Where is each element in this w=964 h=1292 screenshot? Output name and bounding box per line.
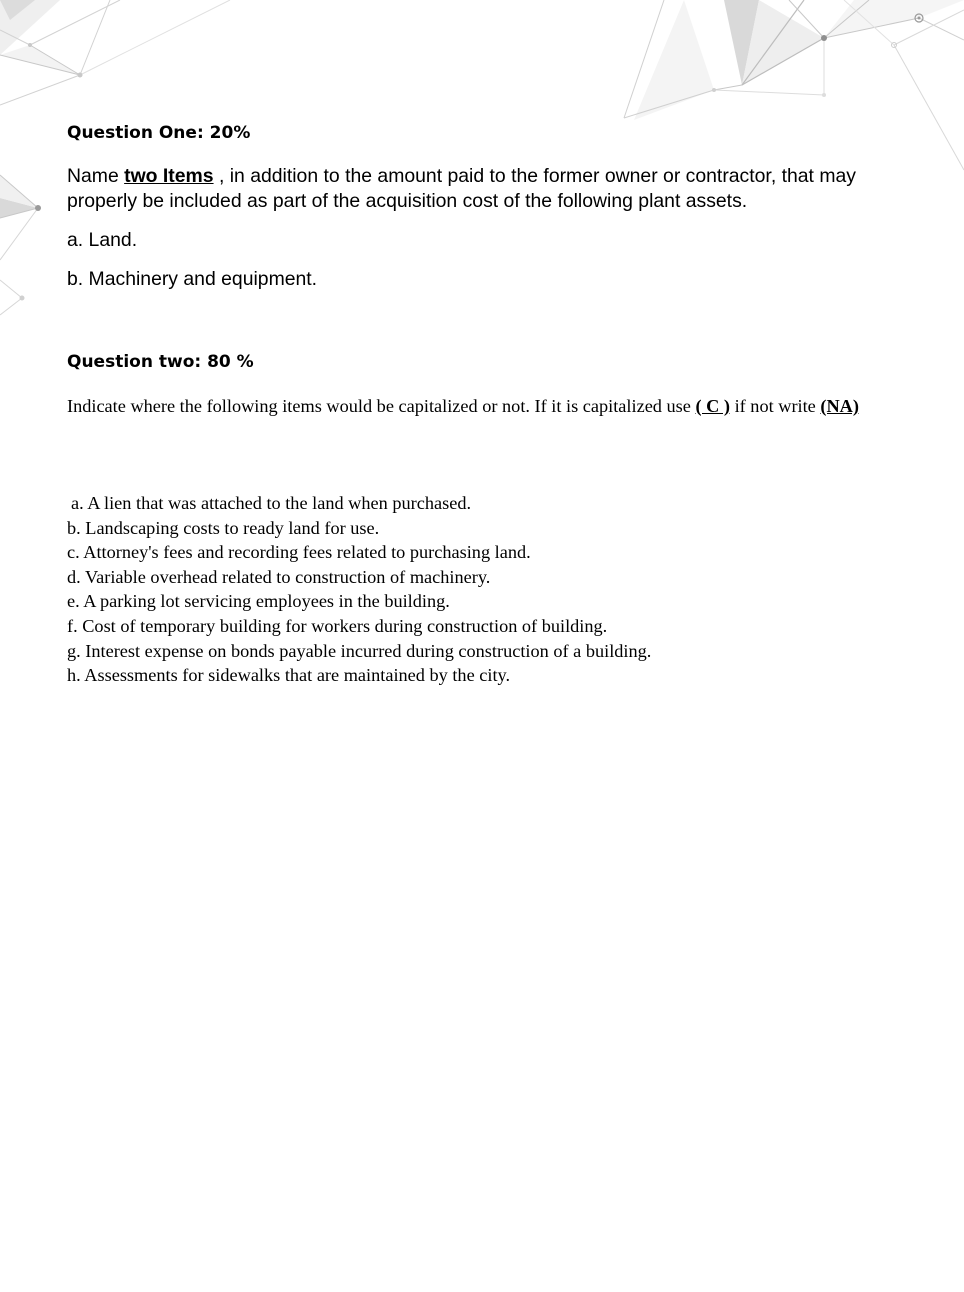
list-item: h. Assessments for sidewalks that are maintained by the city. [67,665,511,686]
question-two-heading: Question two: 80 % [67,352,254,372]
polygon-decoration-top-right [614,0,964,180]
question-one-heading: Question One: 20% [67,123,251,143]
question-one-prompt [67,164,897,214]
capitalized-code: ( C ) [695,396,730,416]
list-item: a. A lien that was attached to the land when purchased. [71,493,472,513]
question-two-item-list [67,491,897,688]
question-two-instruction-start: Indicate where the following items would be capitalized or not. If it is capitalized use [67,396,696,416]
polygon-decoration-mid-left [0,170,60,320]
question-two-instruction [67,394,897,419]
list-item: c. Attorney's fees and recording fees related to purchasing land. [67,542,531,563]
question-two-instruction-middle: if not write [730,396,821,416]
list-item: e. A parking lot servicing employees in the building. [67,591,450,612]
not-applicable-code: (NA) [820,396,859,416]
question-one-item-machinery: b. Machinery and equipment. [67,268,318,290]
question-one-item-land: a. Land. [67,229,138,251]
question-one-prompt-end: , in addition to the amount paid to the former owner or contractor, that may properly be included as part of the acquisition cost of the following plant assets. [67,165,856,212]
polygon-decoration-top-left [0,0,240,120]
list-item: d. Variable overhead related to construction of machinery. [67,566,491,587]
list-item: f. Cost of temporary building for workers during construction of building. [67,615,608,636]
question-one-emphasis: two Items [124,165,214,187]
list-item: b. Landscaping costs to ready land for use. [67,517,380,538]
list-item: g. Interest expense on bonds payable incurred during construction of a building. [67,640,652,661]
question-one-prompt-start: Name [67,165,125,187]
